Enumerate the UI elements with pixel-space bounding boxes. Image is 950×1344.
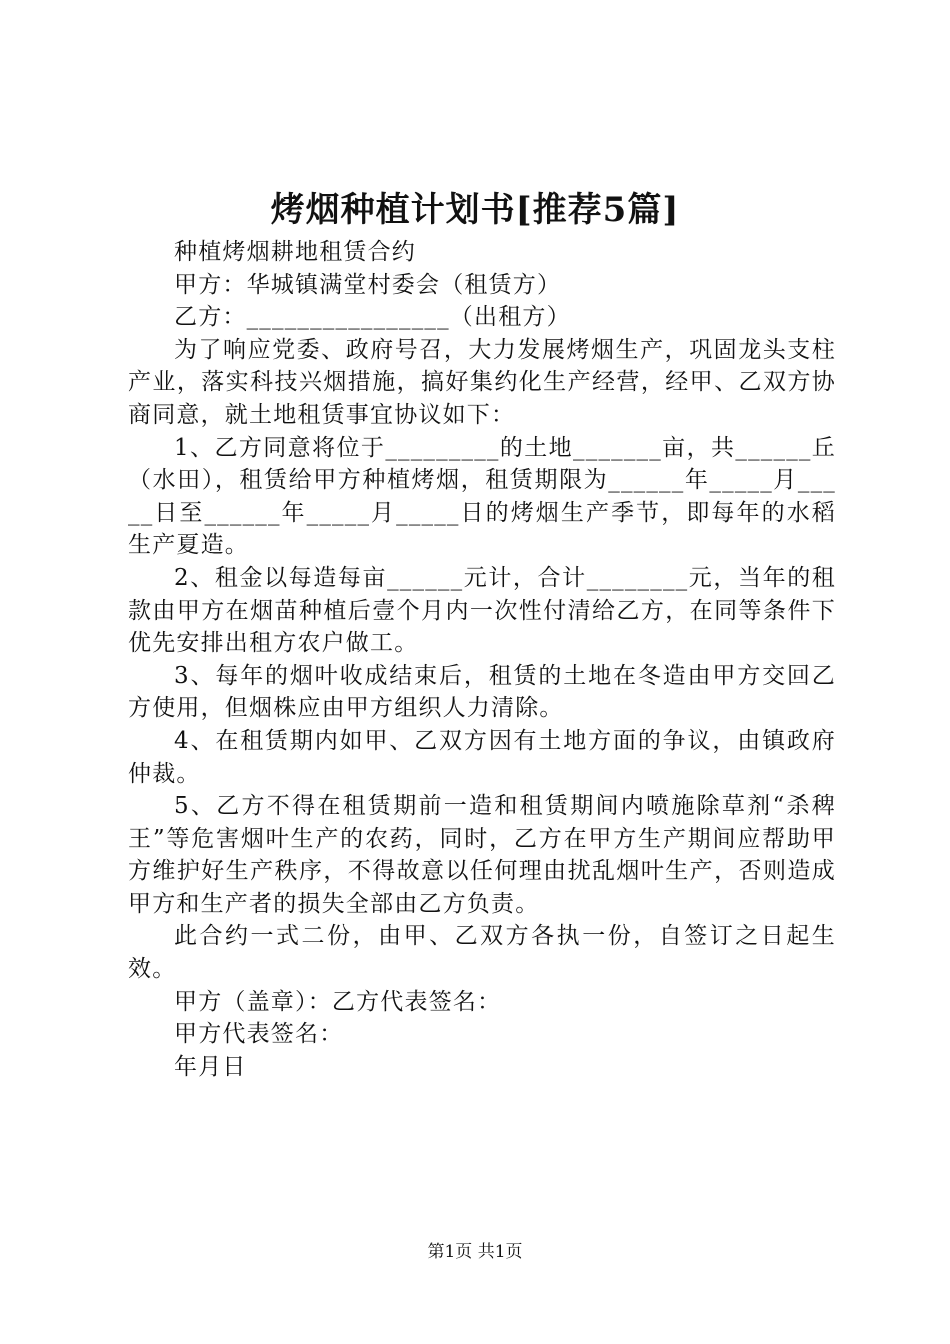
party-a-line: 甲方：华城镇满堂村委会（租赁方） xyxy=(174,271,562,298)
clause-3: 3、每年的烟叶收成结束后，租赁的土地在冬造由甲方交回乙方使用，但烟株应由甲方组织人力清除。 xyxy=(128,662,836,722)
contract-heading: 种植烤烟耕地租赁合约 xyxy=(174,239,416,265)
signature-line-2: 甲方代表签名： xyxy=(174,1021,344,1048)
preamble-paragraph: 为了响应党委、政府号召，大力发展烤烟生产，巩固龙头支柱产业，落实科技兴烟措施，搞好集约化生产经营，经甲、乙双方协商同意，就土地租赁事宜协议如下： xyxy=(128,336,836,428)
page-footer: 第1页 共1页 xyxy=(427,1242,523,1262)
copies-paragraph: 此合约一式二份，由甲、乙双方各执一份，自签订之日起生效。 xyxy=(128,923,836,983)
party-b-line: 乙方：________________（出租方） xyxy=(174,304,571,331)
clause-1: 1、乙方同意将位于_________的土地_______亩，共______丘（水田），租赁给甲方种植烤烟，租赁期限为______年_____月_____日至______年_____月_____日的烤烟生产季节，即每年的水稻生产夏造。 xyxy=(128,434,836,559)
document-body xyxy=(128,236,836,1083)
clause-5: 5、乙方不得在租赁期前一造和租赁期间内喷施除草剂“杀稗王”等危害烟叶生产的农药，同时，乙方在甲方生产期间应帮助甲方维护好生产秩序，不得故意以任何理由扰乱烟叶生产，否则造成甲方和生产者的损失全部由乙方负责。 xyxy=(128,793,836,917)
clause-4: 4、在租赁期内如甲、乙双方因有土地方面的争议，由镇政府仲裁。 xyxy=(128,727,836,787)
signature-line-1: 甲方（盖章）：乙方代表签名： xyxy=(174,988,502,1015)
date-line: 年月日 xyxy=(174,1053,247,1080)
clause-2: 2、租金以每造每亩______元计，合计________元，当年的租款由甲方在烟苗种植后壹个月内一次性付清给乙方，在同等条件下优先安排出租方农户做工。 xyxy=(128,564,836,657)
document-title: 烤烟种植计划书[推荐5篇] xyxy=(270,190,680,230)
